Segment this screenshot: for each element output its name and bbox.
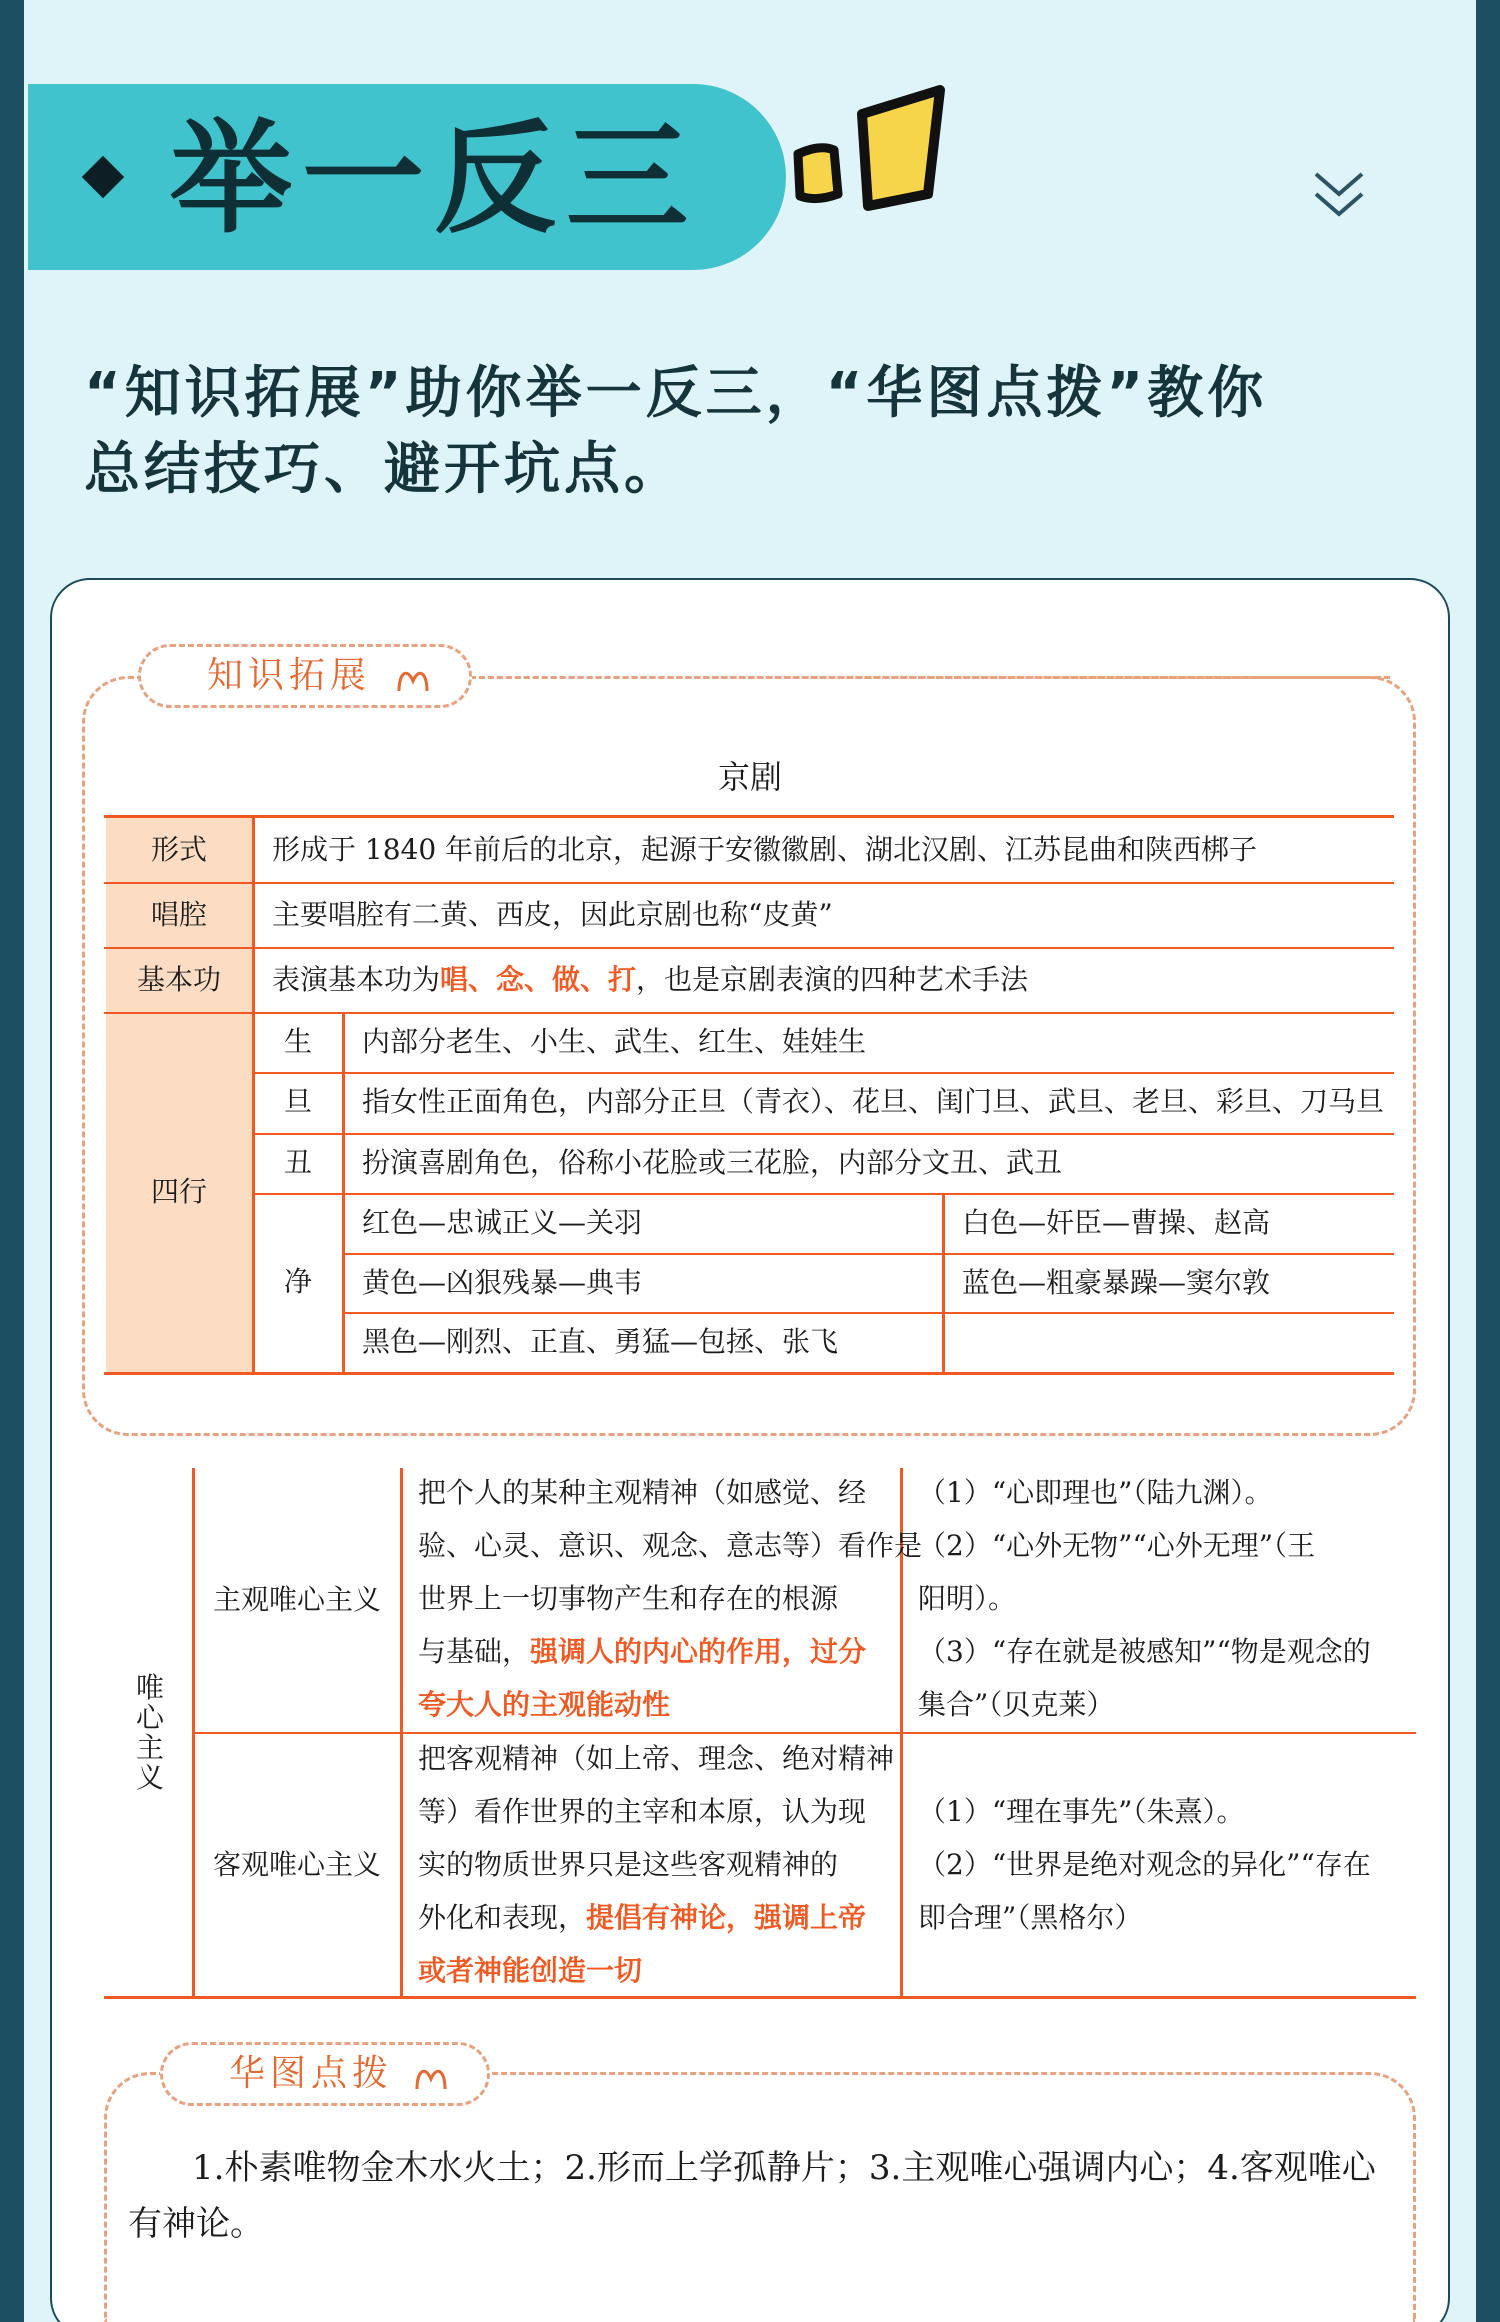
- table-rule: [104, 1012, 1394, 1014]
- table-rule: [344, 1253, 1394, 1255]
- table-rule: [104, 947, 1394, 949]
- intro-line-1: “知识拓展”助你举一反三，“华图点拨”教你: [84, 361, 1268, 426]
- table-rule: [252, 1193, 1394, 1195]
- knowledge-tag-label: 知识拓展: [207, 655, 372, 696]
- dotted-line: [470, 676, 1390, 679]
- sheng-text: 内部分老生、小生、武生、红生、娃娃生: [362, 1025, 867, 1058]
- dan-text: 指女性正面角色，内部分正旦（青衣）、花旦、闺门旦、武旦、老旦、彩旦、刀马旦: [362, 1085, 1385, 1118]
- subjective-desc-2: 验、心灵、意识、观念、意志等）看作是: [418, 1529, 923, 1562]
- subjective-example-3: 阳明）。: [918, 1582, 1017, 1615]
- table-rule: [252, 1072, 1394, 1074]
- objective-example-1: （1）“理在事先”（朱熹）。: [918, 1795, 1245, 1828]
- aria-label: 唱腔: [150, 898, 207, 931]
- basic-skill-text: [272, 960, 1028, 1000]
- idealism-rule: [104, 1996, 1416, 1999]
- subjective-example-2: （2）“心外无物”“心外无理”（王: [918, 1529, 1316, 1562]
- form-text: 形成于 1840 年前后的北京，起源于安徽徽剧、湖北汉剧、江苏昆曲和陕西梆子: [272, 833, 1258, 866]
- tips-tag: [160, 2042, 490, 2106]
- sparkle-decoration-icon: [790, 84, 950, 224]
- objective-example-3: 即合理”（黑格尔）: [918, 1901, 1143, 1934]
- tips-text: 1.朴素唯物金木水火土；2.形而上学孤静片；3.主观唯心强调内心；4.客观唯心有神论。: [128, 2148, 1376, 2244]
- subjective-desc-5: 夸大人的主观能动性: [418, 1688, 671, 1721]
- objective-desc-1: 把客观精神（如上帝、理念、绝对精神: [418, 1742, 895, 1775]
- knowledge-tag: [138, 644, 472, 708]
- jing-white: 白色—奸臣—曹操、赵高: [962, 1206, 1271, 1239]
- page-title: 举一反三: [170, 108, 698, 250]
- objective-label: 客观唯心主义: [212, 1848, 381, 1881]
- subjective-label: 主观唯心主义: [212, 1583, 381, 1616]
- subjective-example-4: （3）“存在就是被感知”“物是观念的: [918, 1635, 1371, 1668]
- intro-text: [84, 356, 1424, 508]
- table-rule: [104, 882, 1394, 884]
- subjective-desc-3: 世界上一切事物产生和存在的根源: [418, 1582, 839, 1615]
- aria-text: 主要唱腔有二黄、西皮，因此京剧也称“皮黄”: [272, 898, 833, 931]
- tips-tag-label: 华图点拨: [229, 2053, 394, 2094]
- subjective-desc-1: 把个人的某种主观精神（如感觉、经: [418, 1476, 867, 1509]
- subjective-example-5: 集合”（贝克莱）: [918, 1688, 1115, 1721]
- basic-skill-post: ，也是京剧表演的四种艺术手法: [636, 963, 1029, 996]
- basic-skill-pre: 表演基本功为: [272, 963, 441, 996]
- form-label: 形式: [150, 833, 207, 866]
- objective-desc-4-highlight: 提倡有神论，强调上帝: [586, 1901, 867, 1934]
- objective-desc-2: 等）看作世界的主宰和本原，认为现: [418, 1795, 867, 1828]
- objective-desc-4: [418, 1891, 866, 1944]
- jing-black: 黑色—刚烈、正直、勇猛—包拯、张飞: [362, 1325, 839, 1358]
- subjective-desc-4: [418, 1625, 866, 1678]
- sheng-label: 生: [283, 1025, 312, 1058]
- objective-desc-3: 实的物质世界只是这些客观精神的: [418, 1848, 839, 1881]
- idealism-group-label: 唯心主义: [135, 1671, 164, 1794]
- objective-desc-4-pre: 外化和表现，: [418, 1901, 587, 1934]
- basic-skill-label: 基本功: [136, 963, 221, 996]
- table-title: 京剧: [717, 758, 782, 796]
- chevron-down-icon: [1312, 170, 1366, 222]
- roles-label: 四行: [150, 1175, 207, 1208]
- chou-label: 丑: [283, 1146, 312, 1179]
- subjective-example-1: （1）“心即理也”（陆九渊）。: [918, 1476, 1273, 1509]
- table-rule-vertical: [342, 1012, 345, 1375]
- objective-desc-5: 或者神能创造一切: [418, 1954, 643, 1987]
- basic-skill-highlight: 唱、念、做、打: [440, 963, 637, 996]
- dan-label: 旦: [283, 1085, 312, 1118]
- jing-red: 红色—忠诚正义—关羽: [362, 1206, 643, 1239]
- objective-example-2: （2）“世界是绝对观念的异化”“存在: [918, 1848, 1371, 1881]
- jing-label: 净: [283, 1265, 312, 1298]
- leaf-icon: [395, 663, 431, 695]
- table-rule: [252, 1133, 1394, 1135]
- table-rule: [344, 1312, 1394, 1314]
- leaf-icon: [413, 2061, 449, 2093]
- table-rule: [104, 815, 1394, 818]
- intro-line-2: 总结技巧、避开坑点。: [84, 437, 684, 502]
- subjective-desc-4-pre: 与基础，: [418, 1635, 531, 1668]
- subjective-desc-4-highlight: 强调人的内心的作用，过分: [530, 1635, 867, 1668]
- jing-blue: 蓝色—粗豪暴躁—窦尔敦: [962, 1266, 1271, 1299]
- table-rule: [104, 1372, 1394, 1375]
- chou-text: 扮演喜剧角色，俗称小花脸或三花脸，内部分文丑、武丑: [362, 1146, 1063, 1179]
- jing-yellow: 黄色—凶狠残暴—典韦: [362, 1266, 643, 1299]
- table-rule-vertical: [942, 1193, 945, 1375]
